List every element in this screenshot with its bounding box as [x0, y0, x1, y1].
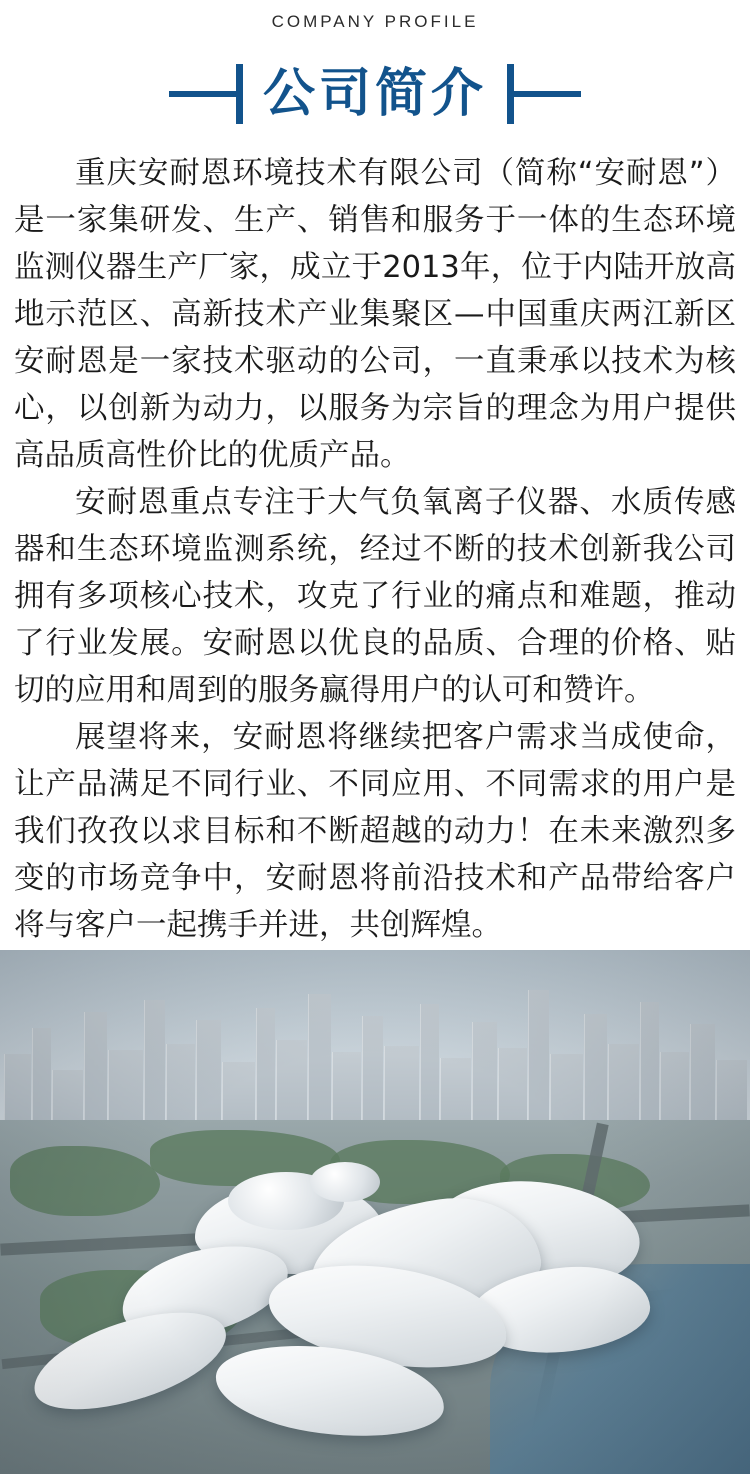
- profile-paragraph-2: 安耐恩重点专注于大气负氧离子仪器、水质传感器和生态环境监测系统，经过不断的技术创新我公司拥有多项核心技术，攻克了行业的痛点和难题，推动了行业发展。安耐恩以优良的品质、合理的价格、贴切的应用和周到的服务赢得用户的认可和赞许。: [14, 485, 736, 709]
- city-aerial-photo: [0, 950, 750, 1474]
- eyebrow-text: COMPANY PROFILE: [271, 12, 479, 31]
- profile-body: [0, 132, 750, 949]
- page-title: 公司简介: [262, 64, 487, 125]
- right-bracket-decoration: [507, 64, 581, 124]
- title-row: [0, 56, 750, 132]
- page-header: [0, 0, 750, 132]
- vignette-overlay: [0, 950, 750, 1474]
- left-bracket-decoration: [169, 64, 243, 124]
- hero-illustration: [0, 950, 750, 1474]
- profile-paragraph-1: 重庆安耐恩环境技术有限公司（简称“安耐恩”）是一家集研发、生产、销售和服务于一体的生态环境监测仪器生产厂家，成立于2013年，位于内陆开放高地示范区、高新技术产业集聚区—中国重庆两江新区安耐恩是一家技术驱动的公司，一直秉承以技术为核心，以创新为动力，以服务为宗旨的理念为用户提供高品质高性价比的优质产品。: [14, 156, 736, 474]
- profile-paragraph-3: 展望将来，安耐恩将继续把客户需求当成使命，让产品满足不同行业、不同应用、不同需求的用户是我们孜孜以求目标和不断超越的动力！在未来激烈多变的市场竞争中，安耐恩将前沿技术和产品带给客户将与客户一起携手并进，共创辉煌。: [14, 720, 736, 944]
